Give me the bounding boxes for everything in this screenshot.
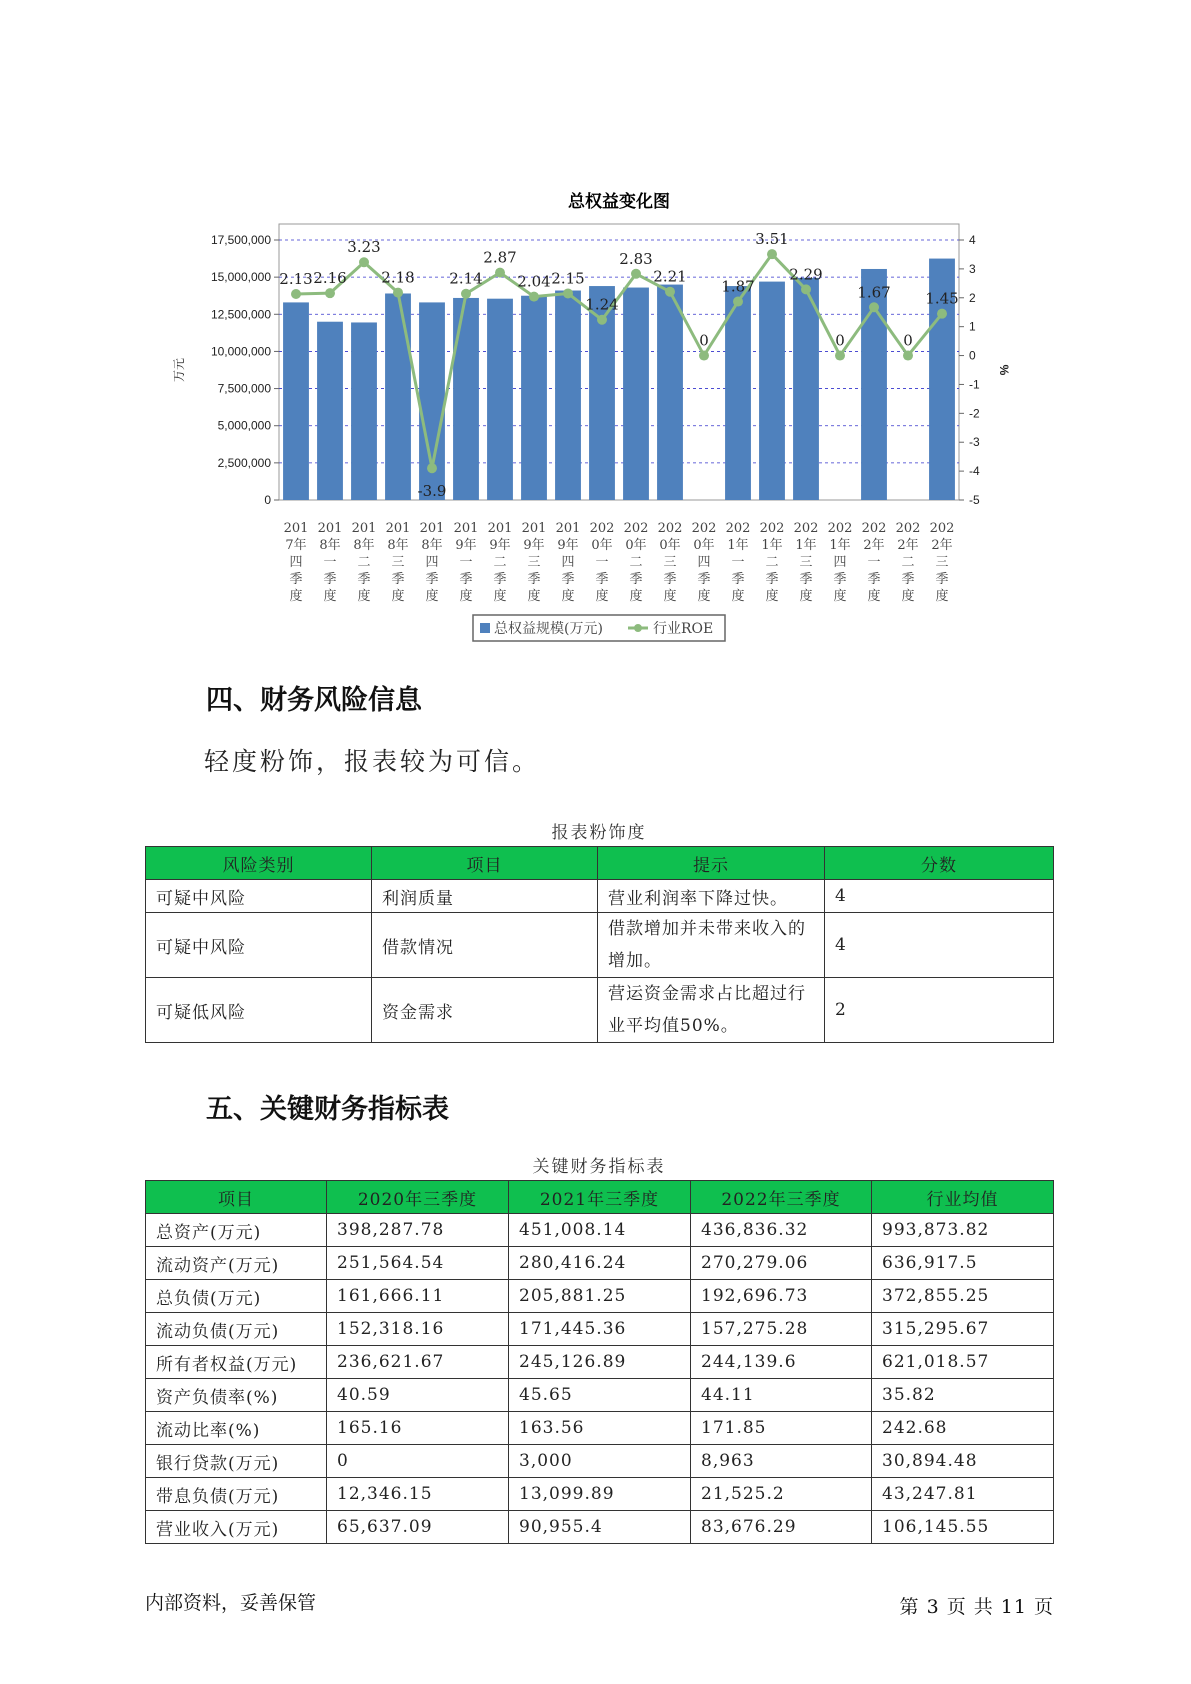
- roe-data-label: 2.16: [313, 269, 347, 288]
- x-tick-label: 8年: [353, 538, 375, 553]
- x-tick-label: 三: [799, 555, 813, 570]
- kpi-2021q3: 280,416.24: [509, 1247, 691, 1280]
- risk-hint: 借款增加并未带来收入的增加。: [598, 913, 825, 978]
- x-tick-label: 季: [425, 572, 439, 587]
- x-tick-label: 季: [901, 572, 915, 587]
- roe-data-label: 2.18: [381, 268, 415, 287]
- x-tick-label: 一: [595, 555, 609, 570]
- x-tick-label: 201: [351, 521, 377, 536]
- x-tick-label: 季: [765, 572, 779, 587]
- x-tick-label: 度: [561, 589, 575, 604]
- roe-point: [359, 257, 369, 267]
- y2-tick-label: -1: [969, 377, 980, 392]
- roe-point: [563, 288, 573, 298]
- x-tick-label: 季: [731, 572, 745, 587]
- roe-data-label: 1.24: [585, 295, 619, 314]
- kpi-header-item: 项目: [146, 1181, 327, 1214]
- kpi-industry-avg: 315,295.67: [872, 1313, 1054, 1346]
- risk-score: 2: [825, 978, 1054, 1043]
- kpi-item: 总资产(万元): [146, 1214, 327, 1247]
- x-tick-label: 0年: [625, 538, 647, 553]
- y-tick-label: 12,500,000: [210, 307, 271, 322]
- roe-point: [325, 288, 335, 298]
- kpi-2021q3: 3,000: [509, 1445, 691, 1478]
- roe-point: [291, 289, 301, 299]
- y2-tick-label: -3: [969, 435, 980, 450]
- x-tick-label: 一: [323, 555, 337, 570]
- x-tick-label: 三: [527, 555, 541, 570]
- x-tick-label: 三: [391, 555, 405, 570]
- risk-hint: 营业利润率下降过快。: [598, 880, 825, 913]
- roe-point: [699, 351, 709, 361]
- legend-line-marker: [634, 624, 642, 632]
- y-axis-label: 万元: [172, 357, 186, 383]
- kpi-2021q3: 90,955.4: [509, 1511, 691, 1544]
- bar: [487, 299, 513, 500]
- x-tick-label: 度: [697, 589, 711, 604]
- y-tick-label: 0: [264, 493, 271, 507]
- y-tick-label: 15,000,000: [210, 270, 271, 285]
- x-tick-label: 季: [323, 572, 337, 587]
- roe-point: [767, 249, 777, 259]
- roe-point: [733, 297, 743, 307]
- kpi-2022q3: 21,525.2: [691, 1478, 872, 1511]
- x-tick-label: 度: [935, 589, 949, 604]
- kpi-2022q3: 436,836.32: [691, 1214, 872, 1247]
- kpi-2021q3: 45.65: [509, 1379, 691, 1412]
- x-tick-label: 度: [595, 589, 609, 604]
- kpi-item: 带息负债(万元): [146, 1478, 327, 1511]
- x-tick-label: 9年: [489, 538, 511, 553]
- x-tick-label: 四: [289, 555, 303, 570]
- x-tick-label: 201: [453, 521, 479, 536]
- kpi-industry-avg: 35.82: [872, 1379, 1054, 1412]
- x-tick-label: 一: [867, 555, 881, 570]
- kpi-item: 总负债(万元): [146, 1280, 327, 1313]
- section-heading-key-indicators: 五、关键财务指标表: [206, 1094, 449, 1125]
- x-tick-label: 201: [555, 521, 581, 536]
- kpi-header-industry-avg: 行业均值: [872, 1181, 1054, 1214]
- x-tick-label: 202: [589, 521, 615, 536]
- x-tick-label: 季: [391, 572, 405, 587]
- kpi-2022q3: 244,139.6: [691, 1346, 872, 1379]
- x-tick-label: 202: [759, 521, 785, 536]
- y2-tick-label: -4: [969, 464, 980, 479]
- table-row: [146, 880, 1054, 913]
- section-heading-financial-risk: 四、财务风险信息: [206, 685, 422, 716]
- legend-bar-label: 总权益规模(万元): [494, 621, 603, 637]
- x-tick-label: 202: [725, 521, 751, 536]
- x-tick-label: 度: [459, 589, 473, 604]
- kpi-industry-avg: 30,894.48: [872, 1445, 1054, 1478]
- roe-data-label: 0: [699, 331, 709, 350]
- risk-header-item: 项目: [372, 847, 598, 880]
- kpi-industry-avg: 372,855.25: [872, 1280, 1054, 1313]
- x-tick-label: 度: [391, 589, 405, 604]
- kpi-2022q3: 83,676.29: [691, 1511, 872, 1544]
- kpi-2022q3: 8,963: [691, 1445, 872, 1478]
- risk-item: 资金需求: [372, 978, 598, 1043]
- roe-point: [393, 288, 403, 298]
- kpi-industry-avg: 993,873.82: [872, 1214, 1054, 1247]
- roe-point: [427, 463, 437, 473]
- kpi-2021q3: 13,099.89: [509, 1478, 691, 1511]
- kpi-2020q3: 251,564.54: [327, 1247, 509, 1280]
- kpi-2020q3: 152,318.16: [327, 1313, 509, 1346]
- kpi-table-caption: 关键财务指标表: [532, 1157, 666, 1177]
- x-tick-label: 202: [827, 521, 853, 536]
- x-tick-label: 201: [487, 521, 513, 536]
- bar: [521, 296, 547, 500]
- bar: [657, 285, 683, 500]
- x-tick-label: 季: [799, 572, 813, 587]
- roe-data-label: 2.29: [789, 265, 823, 284]
- kpi-2020q3: 165.16: [327, 1412, 509, 1445]
- x-tick-label: 一: [731, 555, 745, 570]
- x-tick-label: 度: [765, 589, 779, 604]
- kpi-2021q3: 171,445.36: [509, 1313, 691, 1346]
- x-tick-label: 度: [731, 589, 745, 604]
- risk-item: 利润质量: [372, 880, 598, 913]
- kpi-2020q3: 161,666.11: [327, 1280, 509, 1313]
- x-tick-label: 201: [317, 521, 343, 536]
- x-tick-label: 2年: [897, 538, 919, 553]
- y-tick-label: 2,500,000: [217, 455, 271, 470]
- kpi-item: 流动负债(万元): [146, 1313, 327, 1346]
- roe-point: [631, 269, 641, 279]
- x-tick-label: 三: [935, 555, 949, 570]
- x-tick-label: 202: [623, 521, 649, 536]
- roe-point: [903, 351, 913, 361]
- kpi-2022q3: 270,279.06: [691, 1247, 872, 1280]
- legend-line-label: 行业ROE: [653, 621, 714, 637]
- y2-tick-label: 0: [969, 348, 976, 363]
- equity-chart-svg: [172, 192, 1015, 655]
- bar: [759, 282, 785, 500]
- y-tick-label: 10,000,000: [210, 344, 271, 359]
- x-tick-label: 季: [459, 572, 473, 587]
- risk-table: [145, 846, 1054, 1043]
- kpi-2021q3: 205,881.25: [509, 1280, 691, 1313]
- x-tick-label: 二: [357, 555, 371, 570]
- x-tick-label: 四: [697, 555, 711, 570]
- kpi-2020q3: 65,637.09: [327, 1511, 509, 1544]
- x-tick-label: 三: [663, 555, 677, 570]
- roe-data-label: 1.45: [925, 289, 959, 308]
- x-tick-label: 度: [901, 589, 915, 604]
- bar: [453, 298, 479, 500]
- roe-data-label: 2.87: [483, 248, 517, 267]
- x-tick-label: 201: [385, 521, 411, 536]
- x-tick-label: 季: [867, 572, 881, 587]
- roe-data-label: 2.21: [653, 267, 687, 286]
- bar: [283, 302, 309, 500]
- x-tick-label: 度: [289, 589, 303, 604]
- roe-data-label: 3.51: [755, 230, 789, 249]
- table-row: [146, 1379, 1054, 1412]
- x-tick-label: 度: [323, 589, 337, 604]
- risk-score: 4: [825, 913, 1054, 978]
- risk-hint: 营运资金需求占比超过行业平均值50%。: [598, 978, 825, 1043]
- x-tick-label: 8年: [387, 538, 409, 553]
- kpi-item: 资产负债率(%): [146, 1379, 327, 1412]
- kpi-2020q3: 12,346.15: [327, 1478, 509, 1511]
- x-tick-label: 1年: [761, 538, 783, 553]
- x-tick-label: 二: [493, 555, 507, 570]
- x-tick-label: 二: [901, 555, 915, 570]
- bar: [623, 288, 649, 500]
- risk-score: 4: [825, 880, 1054, 913]
- table-row: [146, 913, 1054, 978]
- bar: [351, 322, 377, 500]
- y2-tick-label: 3: [969, 261, 976, 276]
- roe-point: [937, 309, 947, 319]
- x-tick-label: 季: [833, 572, 847, 587]
- y2-tick-label: 2: [969, 290, 976, 305]
- x-tick-label: 9年: [455, 538, 477, 553]
- risk-table-header-row: [146, 847, 1054, 880]
- x-tick-label: 四: [561, 555, 575, 570]
- kpi-2021q3: 163.56: [509, 1412, 691, 1445]
- kpi-item: 银行贷款(万元): [146, 1445, 327, 1478]
- risk-category: 可疑中风险: [146, 880, 372, 913]
- y2-tick-label: -5: [969, 493, 980, 507]
- kpi-header-2021q3: 2021年三季度: [509, 1181, 691, 1214]
- x-tick-label: 8年: [421, 538, 443, 553]
- kpi-table-body: [146, 1214, 1054, 1544]
- kpi-2020q3: 236,621.67: [327, 1346, 509, 1379]
- kpi-2021q3: 245,126.89: [509, 1346, 691, 1379]
- kpi-item: 所有者权益(万元): [146, 1346, 327, 1379]
- x-tick-label: 度: [833, 589, 847, 604]
- roe-data-label: 2.04: [517, 272, 551, 291]
- x-tick-label: 季: [493, 572, 507, 587]
- x-tick-label: 0年: [659, 538, 681, 553]
- bar: [317, 322, 343, 500]
- x-tick-label: 度: [629, 589, 643, 604]
- x-tick-label: 7年: [285, 538, 307, 553]
- x-tick-label: 度: [493, 589, 507, 604]
- kpi-table-header-row: [146, 1181, 1054, 1214]
- x-tick-label: 202: [895, 521, 921, 536]
- x-tick-label: 1年: [727, 538, 749, 553]
- roe-data-label: 0: [835, 331, 845, 350]
- x-tick-label: 9年: [523, 538, 545, 553]
- table-row: [146, 1412, 1054, 1445]
- kpi-item: 营业收入(万元): [146, 1511, 327, 1544]
- x-tick-label: 季: [289, 572, 303, 587]
- roe-point: [801, 284, 811, 294]
- table-row: [146, 1280, 1054, 1313]
- roe-point: [461, 289, 471, 299]
- risk-header-score: 分数: [825, 847, 1054, 880]
- x-tick-label: 季: [561, 572, 575, 587]
- x-tick-label: 度: [663, 589, 677, 604]
- x-tick-label: 202: [691, 521, 717, 536]
- y-tick-label: 17,500,000: [210, 233, 271, 247]
- kpi-header-2020q3: 2020年三季度: [327, 1181, 509, 1214]
- x-tick-label: 季: [629, 572, 643, 587]
- kpi-2020q3: 398,287.78: [327, 1214, 509, 1247]
- table-row: [146, 978, 1054, 1043]
- x-tick-label: 2年: [863, 538, 885, 553]
- roe-data-label: 1.87: [721, 277, 755, 296]
- kpi-2022q3: 157,275.28: [691, 1313, 872, 1346]
- table-row: [146, 1511, 1054, 1544]
- x-tick-label: 201: [283, 521, 309, 536]
- bar: [555, 291, 581, 500]
- x-tick-label: 季: [595, 572, 609, 587]
- roe-point: [597, 315, 607, 325]
- x-tick-label: 度: [799, 589, 813, 604]
- table-row: [146, 1313, 1054, 1346]
- roe-data-label: 2.83: [619, 249, 653, 268]
- x-tick-label: 季: [935, 572, 949, 587]
- table-row: [146, 1214, 1054, 1247]
- x-tick-label: 202: [861, 521, 887, 536]
- y2-tick-label: 1: [969, 319, 976, 334]
- table-row: [146, 1445, 1054, 1478]
- x-tick-label: 二: [629, 555, 643, 570]
- x-tick-label: 度: [527, 589, 541, 604]
- y2-tick-label: -2: [969, 406, 980, 421]
- bar: [793, 278, 819, 500]
- kpi-2020q3: 40.59: [327, 1379, 509, 1412]
- roe-data-label: 3.23: [347, 238, 381, 257]
- risk-category: 可疑中风险: [146, 913, 372, 978]
- equity-chart: [172, 192, 1015, 655]
- x-tick-label: 四: [833, 555, 847, 570]
- x-tick-label: 201: [419, 521, 445, 536]
- kpi-item: 流动资产(万元): [146, 1247, 327, 1280]
- table-row: [146, 1247, 1054, 1280]
- footer-confidential-note: 内部资料，妥善保管: [145, 1592, 317, 1614]
- risk-header-category: 风险类别: [146, 847, 372, 880]
- risk-item: 借款情况: [372, 913, 598, 978]
- x-tick-label: 0年: [693, 538, 715, 553]
- x-tick-label: 1年: [795, 538, 817, 553]
- roe-point: [869, 302, 879, 312]
- kpi-2020q3: 0: [327, 1445, 509, 1478]
- kpi-2022q3: 192,696.73: [691, 1280, 872, 1313]
- chart-title: 总权益变化图: [568, 192, 670, 212]
- x-tick-label: 季: [663, 572, 677, 587]
- kpi-industry-avg: 242.68: [872, 1412, 1054, 1445]
- y2-tick-label: 4: [969, 233, 976, 247]
- kpi-2022q3: 171.85: [691, 1412, 872, 1445]
- kpi-industry-avg: 106,145.55: [872, 1511, 1054, 1544]
- x-tick-label: 一: [459, 555, 473, 570]
- roe-data-label: 2.15: [551, 269, 585, 288]
- roe-data-label: 0: [903, 331, 913, 350]
- x-tick-label: 9年: [557, 538, 579, 553]
- roe-data-label: 2.13: [279, 270, 313, 289]
- kpi-item: 流动比率(%): [146, 1412, 327, 1445]
- kpi-2022q3: 44.11: [691, 1379, 872, 1412]
- y-tick-label: 5,000,000: [217, 418, 271, 433]
- kpi-table: [145, 1180, 1054, 1544]
- x-tick-label: 季: [697, 572, 711, 587]
- x-tick-label: 1年: [829, 538, 851, 553]
- x-tick-label: 季: [357, 572, 371, 587]
- roe-data-label: -3.9: [417, 482, 447, 501]
- roe-point: [835, 351, 845, 361]
- risk-category: 可疑低风险: [146, 978, 372, 1043]
- footer-page-number: 第 3 页 共 11 页: [899, 1596, 1054, 1618]
- table-row: [146, 1346, 1054, 1379]
- x-tick-label: 度: [425, 589, 439, 604]
- x-tick-label: 2年: [931, 538, 953, 553]
- x-tick-label: 202: [657, 521, 683, 536]
- risk-table-caption: 报表粉饰度: [551, 823, 647, 843]
- risk-header-hint: 提示: [598, 847, 825, 880]
- x-tick-label: 度: [357, 589, 371, 604]
- roe-point: [529, 292, 539, 302]
- x-tick-label: 201: [521, 521, 547, 536]
- kpi-industry-avg: 43,247.81: [872, 1478, 1054, 1511]
- roe-point: [495, 268, 505, 278]
- y2-axis-label: %: [997, 364, 1011, 376]
- roe-data-label: 2.14: [449, 269, 483, 288]
- kpi-2021q3: 451,008.14: [509, 1214, 691, 1247]
- bar: [385, 293, 411, 500]
- risk-summary-text: 轻度粉饰，报表较为可信。: [204, 747, 541, 776]
- kpi-header-2022q3: 2022年三季度: [691, 1181, 872, 1214]
- x-tick-label: 202: [793, 521, 819, 536]
- x-tick-label: 度: [867, 589, 881, 604]
- y-tick-label: 7,500,000: [217, 381, 271, 396]
- x-tick-label: 8年: [319, 538, 341, 553]
- table-row: [146, 1478, 1054, 1511]
- x-tick-label: 0年: [591, 538, 613, 553]
- x-tick-label: 季: [527, 572, 541, 587]
- x-tick-label: 202: [929, 521, 955, 536]
- roe-data-label: 1.67: [857, 283, 891, 302]
- legend-bar-swatch: [480, 623, 490, 633]
- x-tick-label: 四: [425, 555, 439, 570]
- roe-point: [665, 287, 675, 297]
- kpi-industry-avg: 636,917.5: [872, 1247, 1054, 1280]
- x-tick-label: 二: [765, 555, 779, 570]
- kpi-industry-avg: 621,018.57: [872, 1346, 1054, 1379]
